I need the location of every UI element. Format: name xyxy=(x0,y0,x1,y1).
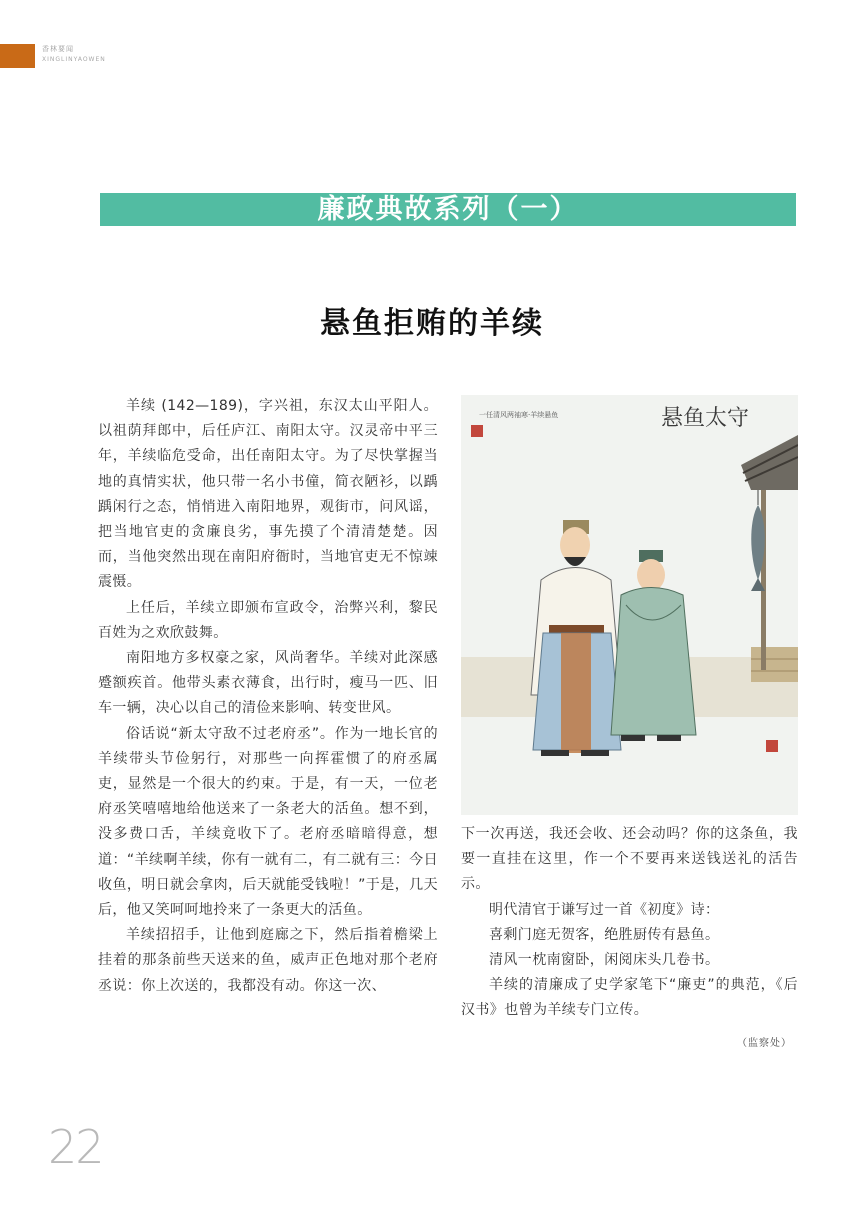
author-signature: （监察处） xyxy=(737,1038,792,1049)
section-tab-marker xyxy=(0,44,35,68)
right-column xyxy=(461,822,798,1024)
paragraph: 下一次再送，我还会收、还会动吗？你的这条鱼，我要一直挂在这里，作一个不要再来送钱送礼的活告示。 xyxy=(461,826,798,893)
page-number: 22 xyxy=(48,1120,103,1174)
paragraph: 羊续的清廉成了史学家笔下“廉吏”的典范，《后汉书》也曾为羊续专门立传。 xyxy=(461,977,798,1019)
left-column xyxy=(98,394,438,999)
paragraph: 明代清官于谦写过一首《初度》诗： xyxy=(489,901,720,918)
painting-title: 悬鱼太守 xyxy=(661,406,750,431)
paragraph: 羊续招招手，让他到庭廊之下，然后指着檐梁上挂着的那条前些天送来的鱼，威声正色地对那个老府丞说：你上次送的，我都没有动。你这一次、 xyxy=(98,927,438,994)
article-title: 悬鱼拒贿的羊续 xyxy=(320,306,544,341)
section-name: 香林要闻 xyxy=(42,45,74,53)
poem-line: 喜剩门庭无贺客，绝胜厨传有悬鱼。 xyxy=(489,926,720,943)
paragraph: 俗话说“新太守敌不过老府丞”。作为一地长官的羊续带头节俭躬行，对那些一向挥霍惯了的府丞属吏，显然是一个很大的约束。于是，有一天，一位老府丞笑嘻嘻地给他送来了一条老大的活鱼。想不到，没多费口舌，羊续竟收下了。老府丞暗暗得意，想道：“羊续啊羊续，你有一就有二，有二就有三：今日收鱼，明日就会拿肉，后天就能受钱啦！”于是，几天后，他又笑呵呵地拎来了一条更大的活鱼。 xyxy=(98,725,438,919)
red-seal-icon xyxy=(766,740,778,752)
series-title-band: 廉政典故系列（一） xyxy=(100,193,796,226)
paragraph: 上任后，羊续立即颁布宣政令，治弊兴利，黎民百姓为之欢欣鼓舞。 xyxy=(98,599,438,641)
section-name-pinyin: XINGLINYAOWEN xyxy=(42,56,106,63)
paragraph: 羊续 (142—189)，字兴祖，东汉太山平阳人。以祖荫拜郎中，后任庐江、南阳太守。汉灵帝中平三年，羊续临危受命，出任南阳太守。为了尽快掌握当地的真情实状，他只带一名小书僮，简衣陋衫，以踽踽闲行之态，悄悄进入南阳地界，观街市，问风谣，把当地官吏的贪廉良劣，事先摸了个清清楚楚。因而，当他突然出现在南阳府衙时，当地官吏无不惊竦震慑。 xyxy=(98,398,438,591)
painting-inscription: 一任清风两袖寒·羊续悬鱼 xyxy=(479,411,559,419)
illustration-painting xyxy=(461,395,798,815)
paragraph: 南阳地方多权豪之家，风尚奢华。羊续对此深感蹙额疾首。他带头素衣薄食，出行时，瘦马一匹、旧车一辆，决心以自己的清俭来影响、转变世风。 xyxy=(98,650,438,717)
red-seal-icon xyxy=(471,425,483,437)
poem-line: 清风一枕南窗卧，闲阅床头几卷书。 xyxy=(489,952,720,969)
wall-brick-icon xyxy=(751,647,798,682)
